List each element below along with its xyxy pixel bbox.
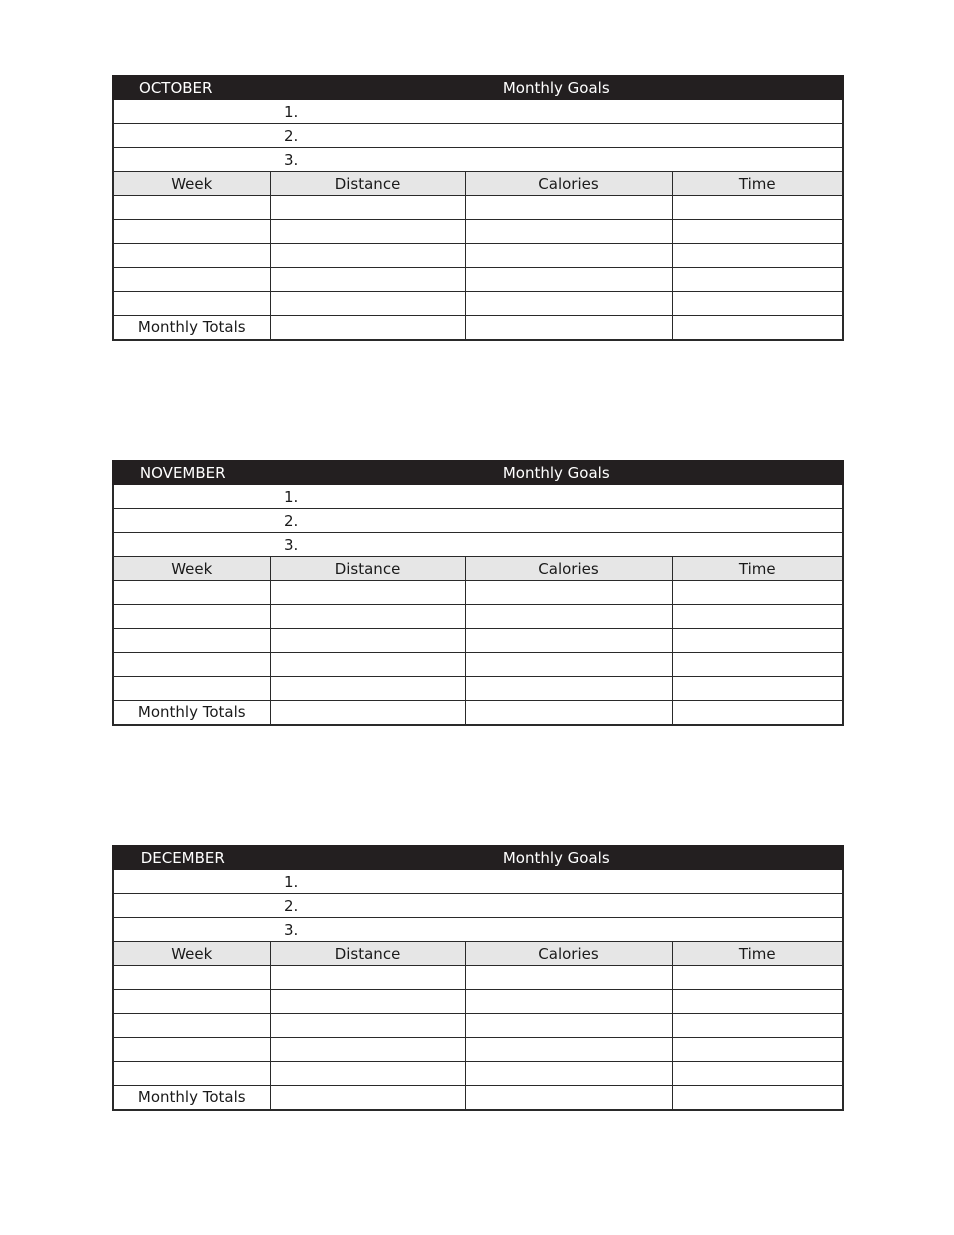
goal-row [113,485,843,509]
week-cell[interactable] [113,966,270,990]
calories-cell[interactable] [465,629,672,653]
distance-cell[interactable] [270,292,465,316]
goal-row [113,918,843,942]
time-cell[interactable] [672,605,843,629]
goal-1[interactable]: 1. [113,485,843,509]
week-row [113,1062,843,1086]
calories-cell[interactable] [465,605,672,629]
week-row [113,605,843,629]
week-cell[interactable] [113,677,270,701]
week-row [113,220,843,244]
column-header-row [113,172,843,196]
distance-cell[interactable] [270,268,465,292]
distance-cell[interactable] [270,677,465,701]
month-name: NOVEMBER [113,461,270,485]
total-time-cell[interactable] [672,316,843,340]
week-cell[interactable] [113,653,270,677]
goals-title: Monthly Goals [270,461,843,485]
time-cell[interactable] [672,1038,843,1062]
total-distance-cell[interactable] [270,701,465,725]
week-row [113,629,843,653]
time-cell[interactable] [672,244,843,268]
calories-cell[interactable] [465,966,672,990]
month-header-row [113,461,843,485]
column-header-week: Week [113,557,270,581]
column-header-calories: Calories [465,557,672,581]
week-row [113,677,843,701]
week-cell[interactable] [113,990,270,1014]
total-calories-cell[interactable] [465,701,672,725]
month-table [112,75,844,341]
distance-cell[interactable] [270,244,465,268]
monthly-totals-label: Monthly Totals [113,316,270,340]
time-cell[interactable] [672,629,843,653]
column-header-time: Time [672,557,843,581]
distance-cell[interactable] [270,196,465,220]
time-cell[interactable] [672,990,843,1014]
column-header-distance: Distance [270,942,465,966]
week-cell[interactable] [113,196,270,220]
week-row [113,581,843,605]
distance-cell[interactable] [270,1062,465,1086]
week-cell[interactable] [113,605,270,629]
distance-cell[interactable] [270,990,465,1014]
column-header-week: Week [113,172,270,196]
goal-row [113,148,843,172]
column-header-week: Week [113,942,270,966]
column-header-time: Time [672,942,843,966]
week-row [113,1038,843,1062]
goals-title: Monthly Goals [270,76,843,100]
total-distance-cell[interactable] [270,1086,465,1110]
calories-cell[interactable] [465,244,672,268]
week-row [113,292,843,316]
week-cell[interactable] [113,1062,270,1086]
calories-cell[interactable] [465,268,672,292]
time-cell[interactable] [672,653,843,677]
week-cell[interactable] [113,268,270,292]
goal-row [113,509,843,533]
month-log-december [112,845,842,1111]
goal-3[interactable]: 3. [113,918,843,942]
monthly-totals-label: Monthly Totals [113,701,270,725]
calories-cell[interactable] [465,653,672,677]
column-header-row [113,557,843,581]
month-header-row [113,76,843,100]
time-cell[interactable] [672,268,843,292]
month-table [112,460,844,726]
monthly-totals-label: Monthly Totals [113,1086,270,1110]
goal-2[interactable]: 2. [113,894,843,918]
column-header-distance: Distance [270,172,465,196]
week-row [113,196,843,220]
month-table [112,845,844,1111]
calories-cell[interactable] [465,1038,672,1062]
total-time-cell[interactable] [672,1086,843,1110]
goals-title: Monthly Goals [270,846,843,870]
week-cell[interactable] [113,292,270,316]
week-row [113,653,843,677]
week-row [113,268,843,292]
calories-cell[interactable] [465,990,672,1014]
goal-row [113,124,843,148]
week-row [113,244,843,268]
goal-2[interactable]: 2. [113,124,843,148]
distance-cell[interactable] [270,1038,465,1062]
time-cell[interactable] [672,196,843,220]
total-calories-cell[interactable] [465,1086,672,1110]
total-calories-cell[interactable] [465,316,672,340]
time-cell[interactable] [672,677,843,701]
column-header-calories: Calories [465,172,672,196]
column-header-distance: Distance [270,557,465,581]
month-log-november [112,460,842,726]
week-cell[interactable] [113,244,270,268]
week-cell[interactable] [113,1014,270,1038]
calories-cell[interactable] [465,1014,672,1038]
goal-row [113,100,843,124]
total-distance-cell[interactable] [270,316,465,340]
distance-cell[interactable] [270,1014,465,1038]
goal-3[interactable]: 3. [113,148,843,172]
totals-row [113,316,843,340]
week-cell[interactable] [113,1038,270,1062]
distance-cell[interactable] [270,605,465,629]
week-row [113,1014,843,1038]
totals-row [113,701,843,725]
month-header-row [113,846,843,870]
calories-cell[interactable] [465,581,672,605]
calories-cell[interactable] [465,677,672,701]
column-header-calories: Calories [465,942,672,966]
goal-1[interactable]: 1. [113,100,843,124]
column-header-time: Time [672,172,843,196]
week-row [113,990,843,1014]
week-row [113,966,843,990]
time-cell[interactable] [672,1062,843,1086]
distance-cell[interactable] [270,629,465,653]
distance-cell[interactable] [270,966,465,990]
goal-row [113,533,843,557]
time-cell[interactable] [672,966,843,990]
column-header-row [113,942,843,966]
time-cell[interactable] [672,220,843,244]
distance-cell[interactable] [270,220,465,244]
goal-2[interactable]: 2. [113,509,843,533]
distance-cell[interactable] [270,581,465,605]
time-cell[interactable] [672,292,843,316]
month-log-october [112,75,842,341]
month-name: OCTOBER [113,76,270,100]
calories-cell[interactable] [465,220,672,244]
week-cell[interactable] [113,220,270,244]
goal-row [113,894,843,918]
calories-cell[interactable] [465,196,672,220]
week-cell[interactable] [113,581,270,605]
totals-row [113,1086,843,1110]
distance-cell[interactable] [270,653,465,677]
calories-cell[interactable] [465,292,672,316]
time-cell[interactable] [672,1014,843,1038]
goal-1[interactable]: 1. [113,870,843,894]
month-name: DECEMBER [113,846,270,870]
goal-row [113,870,843,894]
calories-cell[interactable] [465,1062,672,1086]
total-time-cell[interactable] [672,701,843,725]
time-cell[interactable] [672,581,843,605]
goal-3[interactable]: 3. [113,533,843,557]
week-cell[interactable] [113,629,270,653]
